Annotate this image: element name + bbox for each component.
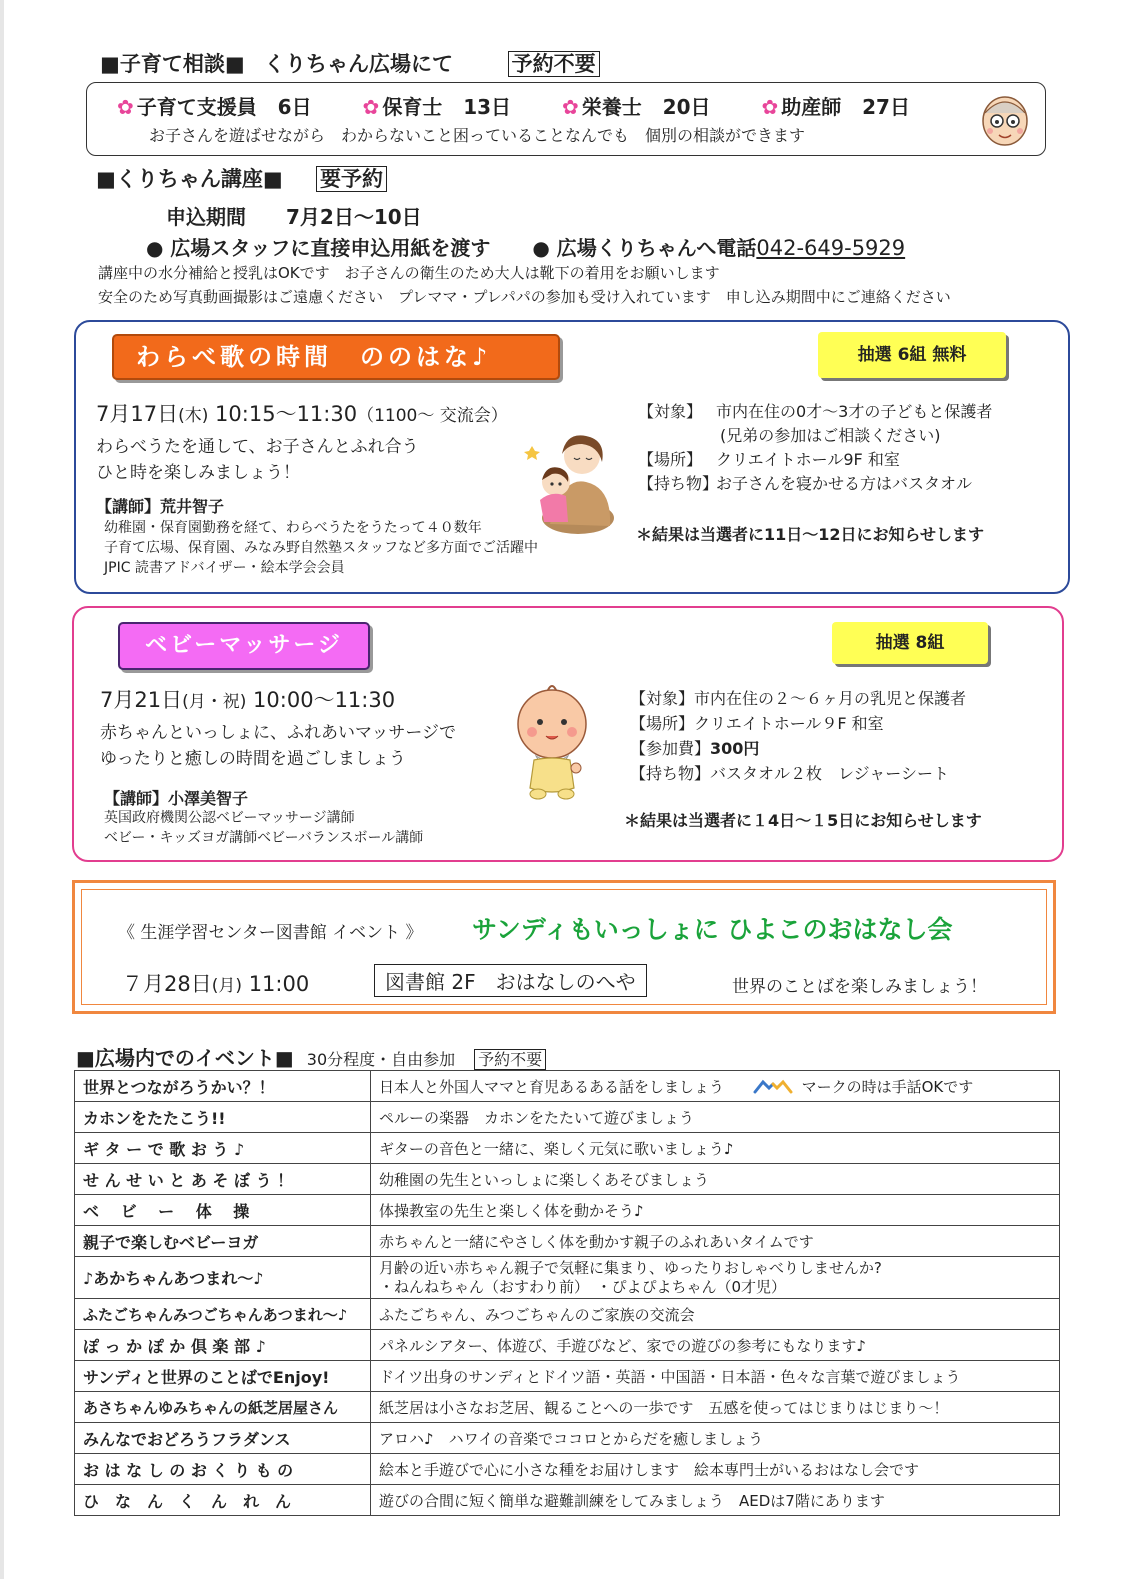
event-desc: 幼稚園の先生といっしょに楽しくあそびましょう — [371, 1164, 1060, 1195]
warabe-lecturer: 【講師】荒井智子 — [96, 497, 225, 516]
library-title: サンディもいっしょに ひよこのおはなし会 — [472, 915, 953, 944]
event-name: ふたごちゃんみつごちゃんあつまれ～♪ — [75, 1299, 371, 1330]
table-row — [75, 1392, 1060, 1423]
library-datetime: ７月28日(月) 11:00 — [122, 972, 310, 996]
massage-description: 赤ちゃんといっしょに、ふれあいマッサージで ゆったりと癒しの時間を過ごしましょう — [100, 723, 456, 769]
library-note: 世界のことばを楽しみましょう！ — [732, 977, 987, 997]
event-name: 世界とつながろうかい？！ — [75, 1071, 371, 1102]
events-title: ■広場内でのイベント■ — [76, 1046, 294, 1070]
massage-profile: 英国政府機関公認ベビーマッサージ講師 ベビー・キッズヨガ講師ベビーバランスボール講師 — [104, 810, 424, 846]
massage-lecturer: 【講師】小澤美智子 — [104, 789, 249, 808]
consultation-roles — [117, 91, 954, 120]
course-title: ■くりちゃん講座■ — [96, 167, 283, 191]
event-desc: アロハ♪ ハワイの音楽でココロとからだを癒しましょう — [371, 1423, 1060, 1454]
library-event-box — [72, 880, 1056, 1014]
role-nutrition: ✿ 栄養士 20日 — [562, 95, 711, 119]
massage-card — [72, 606, 1064, 862]
warabe-lottery-badge: 抽選 6組 無料 — [818, 332, 1006, 378]
role-support: ✿ 子育て支援員 6日 — [117, 95, 312, 119]
warabe-target-note: (兄弟の参加はご相談ください) — [720, 426, 941, 445]
massage-target: 市内在住の２～６ヶ月の乳児と保護者 — [694, 689, 967, 708]
event-name: サンディと世界のことばでEnjoy! — [75, 1361, 371, 1392]
warabe-profile: 幼稚園・保育園勤務を経て、わらべうたをうたって４０数年 子育て広場、保育園、みなみ野自然塾スタッフなど多方面でご活躍中 JPIC 読書アドバイザー・絵本学会会員 — [104, 520, 538, 576]
event-desc: 月齢の近い赤ちゃん親子で気軽に集まり、ゆったりおしゃべりしませんか? ・ねんねちゃん（おすわり前） ・ぴよぴよちゃん（0才児） — [371, 1257, 1060, 1299]
event-desc: ドイツ出身のサンディとドイツ語・英語・中国語・日本語・色々な言葉で遊びましょう — [371, 1361, 1060, 1392]
table-row — [75, 1102, 1060, 1133]
library-event-inner — [81, 889, 1047, 1005]
event-desc: 体操教室の先生と楽しく体を動かそう♪ — [371, 1195, 1060, 1226]
phone-number[interactable]: 042-649-5929 — [756, 236, 906, 260]
application-period — [166, 201, 422, 230]
massage-title: ベビーマッサージ — [118, 622, 370, 670]
consultation-heading — [100, 48, 600, 78]
flower-icon: ✿ — [761, 95, 779, 119]
course-heading — [96, 163, 387, 193]
event-name: みんなでおどろうフラダンス — [75, 1423, 371, 1454]
course-note-1: 講座中の水分補給と授乳はOKです お子さんの衛生のため大人は靴下の着用をお願いします — [98, 264, 720, 282]
table-row — [75, 1299, 1060, 1330]
event-name: ぽ っ か ぽ か 倶 楽 部 ♪ — [75, 1330, 371, 1361]
event-desc: ペルーの楽器 カホンをたたいて遊びましょう — [371, 1102, 1060, 1133]
event-desc: 絵本と手遊びで心に小さな種をお届けします 絵本専門士がいるおはなし会です — [371, 1454, 1060, 1485]
table-row — [75, 1361, 1060, 1392]
course-note-2: 安全のため写真動画撮影はご遠慮ください プレママ・プレパパの参加も受け入れています 申し込み期間中にご連絡ください — [98, 288, 951, 306]
table-row — [75, 1133, 1060, 1164]
event-name: ギ タ ー で 歌 お う ♪ — [75, 1133, 371, 1164]
event-name: せ ん せ い と あ そ ぼ う ！ — [75, 1164, 371, 1195]
table-row — [75, 1423, 1060, 1454]
table-row — [75, 1454, 1060, 1485]
warabe-datetime: 7月17日(木) 10:15～11:30（1100～ 交流会） — [96, 402, 508, 426]
event-name: お は な し の お く り も の — [75, 1454, 371, 1485]
table-row — [75, 1164, 1060, 1195]
application-methods — [146, 232, 905, 261]
warabe-target: 市内在住の0才～3才の子どもと保護者 — [716, 402, 993, 421]
table-row — [75, 1071, 1060, 1102]
massage-lottery-badge: 抽選 8組 — [832, 622, 988, 664]
event-desc: 赤ちゃんと一緒にやさしく体を動かす親子のふれあいタイムです — [371, 1226, 1060, 1257]
consultation-box — [86, 82, 1046, 156]
event-name: ♪あかちゃんあつまれ～♪ — [75, 1257, 371, 1299]
events-table — [74, 1070, 1060, 1516]
mother-child-illustration-icon — [522, 426, 618, 536]
period-label: 申込期間 — [166, 205, 246, 229]
massage-items: バスタオル２枚 レジャーシート — [710, 764, 949, 783]
consultation-location: くりちゃん広場にて — [264, 52, 453, 76]
no-reservation-badge: 予約不要 — [508, 51, 600, 77]
table-row — [75, 1330, 1060, 1361]
events-heading — [76, 1042, 546, 1071]
warabe-card — [74, 320, 1070, 594]
massage-result-note: ＊結果は当選者に１4日～１5日にお知らせします — [624, 811, 982, 830]
library-place: 図書館 2F おはなしのへや — [374, 964, 647, 997]
event-name: ひ な ん く ん れ ん — [75, 1485, 371, 1516]
role-midwife: ✿ 助産師 27日 — [761, 95, 910, 119]
massage-fee: 300円 — [710, 739, 760, 758]
warabe-title: わらべ歌の時間 ののはな♪ — [112, 334, 560, 380]
baby-illustration-icon — [512, 684, 592, 802]
warabe-result-note: ＊結果は当選者に11日～12日にお知らせします — [636, 525, 985, 544]
role-nursery: ✿ 保育士 13日 — [362, 95, 512, 119]
table-row — [75, 1257, 1060, 1299]
hands-sign-icon — [753, 1078, 793, 1096]
method-phone: ● 広場くりちゃんへ電話 — [532, 236, 757, 260]
flower-icon: ✿ — [362, 95, 380, 119]
event-desc: パネルシアター、体遊び、手遊びなど、家での遊びの参考にもなります♪ — [371, 1330, 1060, 1361]
flower-icon: ✿ — [562, 95, 579, 119]
massage-datetime: 7月21日(月・祝) 10:00～11:30 — [100, 688, 396, 712]
table-row — [75, 1485, 1060, 1516]
event-desc: 日本人と外国人ママと育児あるある話をしましょう マークの時は手話OKです — [371, 1071, 1060, 1102]
event-desc: 遊びの合間に短く簡単な避難訓練をしてみましょう AEDは7階にあります — [371, 1485, 1060, 1516]
warabe-info: 【対象】 市内在住の0才～3才の子どもと保護者 (兄弟の参加はご相談ください) 【場所】 クリエイトホール9F 和室 【持ち物】お子さんを寝かせる方はバスタオル — [638, 402, 993, 493]
event-name: カホンをたたこう!! — [75, 1102, 371, 1133]
event-name: ベ ビ ー 体 操 — [75, 1195, 371, 1226]
course-notes — [98, 261, 951, 309]
staff-face-icon — [975, 89, 1035, 151]
events-badge: 予約不要 — [474, 1049, 546, 1070]
table-row — [75, 1195, 1060, 1226]
event-desc: ふたごちゃん、みつごちゃんのご家族の交流会 — [371, 1299, 1060, 1330]
period-value: 7月2日～10日 — [286, 205, 422, 229]
consultation-title: ■子育て相談■ — [100, 52, 245, 76]
massage-info: 【対象】市内在住の２～６ヶ月の乳児と保護者 【場所】クリエイトホール９F 和室 【参加費】300円 【持ち物】バスタオル２枚 レジャーシート — [630, 689, 967, 783]
consultation-note: お子さんを遊ばせながら わからないこと困っていることなんでも 個別の相談ができます — [149, 126, 806, 145]
warabe-description: わらべうたを通して、お子さんとふれ合う ひと時を楽しみましょう！ — [96, 437, 419, 483]
library-label: 《 生涯学習センター図書館 イベント 》 — [118, 923, 423, 943]
event-desc: 紙芝居は小さなお芝居、観ることへの一歩です 五感を使ってはじまりはじまり～！ — [371, 1392, 1060, 1423]
massage-place: クリエイトホール９F 和室 — [694, 714, 884, 733]
warabe-place: クリエイトホール9F 和室 — [716, 450, 900, 469]
event-name: 親子で楽しむベビーヨガ — [75, 1226, 371, 1257]
event-name: あさちゃんゆみちゃんの紙芝居屋さん — [75, 1392, 371, 1423]
method-direct: ● 広場スタッフに直接申込用紙を渡す — [146, 236, 491, 260]
table-row — [75, 1226, 1060, 1257]
flower-icon: ✿ — [117, 95, 134, 119]
warabe-items: お子さんを寝かせる方はバスタオル — [716, 474, 973, 493]
event-desc: ギターの音色と一緒に、楽しく元気に歌いましょう♪ — [371, 1133, 1060, 1164]
reservation-required-badge: 要予約 — [316, 166, 387, 192]
events-sub: 30分程度・自由参加 — [306, 1050, 456, 1069]
